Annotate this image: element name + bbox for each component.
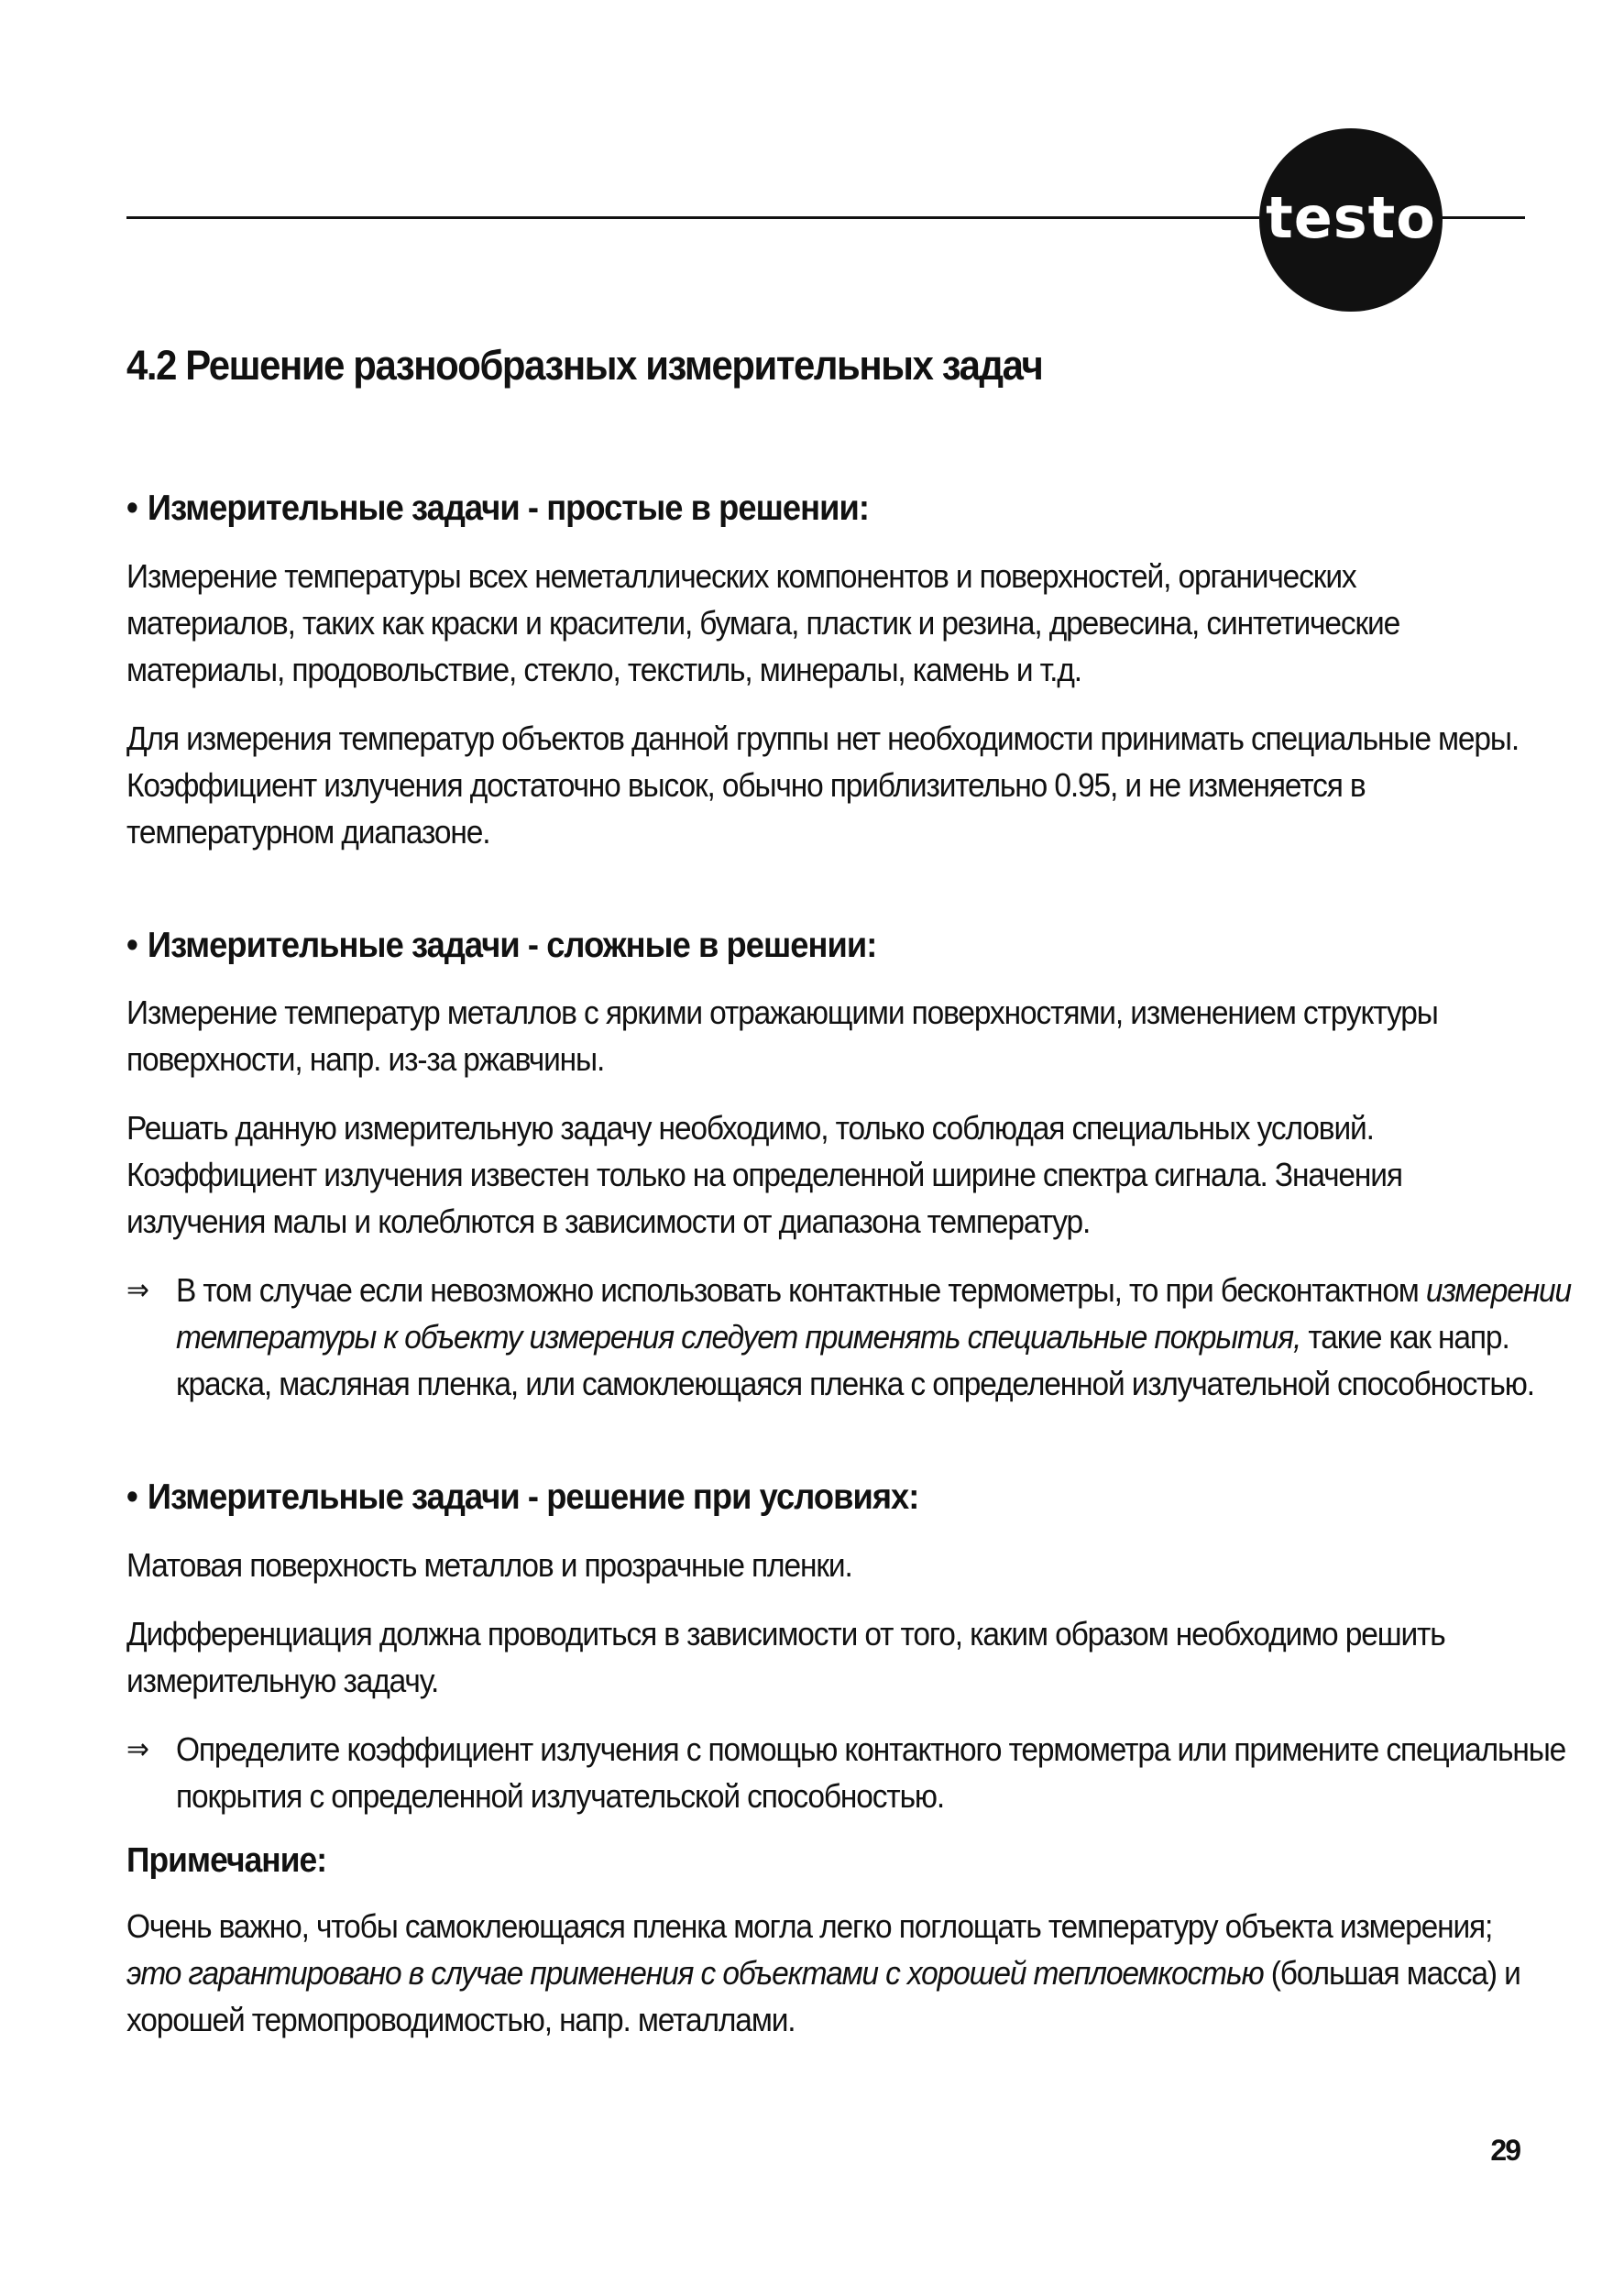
paragraph: Измерение температуры всех неметаллических компонентов и поверхностей, органических материалов, таких как краски и красители, бумага, пластик и резина, древесина, синтетические материалы, продовольствие, стекло, текстиль, минералы, камень и т.д.: [126, 556, 1400, 688]
testo-logo: [1259, 128, 1443, 312]
note-text-part: Очень важно, чтобы самоклеющаяся пленка могла легко поглощать температуру объекта измерения;: [126, 1907, 1493, 1946]
logo-text: testo: [1266, 183, 1436, 251]
page-number: 29: [1490, 2134, 1520, 2167]
note-block: [126, 1841, 1520, 2043]
section-heading-text: Измерительные задачи - сложные в решении:: [147, 925, 877, 965]
page-content: [126, 341, 1572, 2065]
page-title: 4.2 Решение разнообразных измерительных задач: [126, 342, 1043, 389]
paragraph: Решать данную измерительную задачу необходимо, только соблюдая специальных условий. Коэффициент излучения известен только на определенной ширине спектра сигнала. Значения излучения малы и колеблются в зависимости от диапазона температур.: [126, 1109, 1402, 1241]
arrow-note-text: В том случае если невозможно использовать контактные термометры, то при бесконтактном: [175, 1271, 1419, 1310]
section-heading-text: Измерительные задачи - простые в решении:: [147, 489, 870, 528]
bullet-icon: •: [126, 489, 137, 528]
section-conditional: [126, 1475, 1566, 1819]
bullet-icon: •: [126, 1477, 137, 1518]
note-text: [126, 1903, 1526, 2043]
paragraph: Матовая поверхность металлов и прозрачные пленки.: [126, 1546, 852, 1585]
section-difficult: [126, 923, 1572, 1408]
header-rule-right: [1441, 216, 1525, 219]
note-text-italic: это гарантировано в случае применения с объектами с хорошей теплоемкостью: [126, 1954, 1264, 1993]
section-heading: [126, 486, 1422, 533]
paragraph: Измерение температур металлов с яркими отражающими поверхностями, изменением структуры поверхности, напр. из-за ржавчины.: [126, 994, 1438, 1079]
arrow-icon: ⇒: [126, 1731, 148, 1767]
arrow-note-text-italic: измерении температуры к объекту измерения следует применять специальные покрытия,: [175, 1271, 1572, 1356]
arrow-note-text: такие как напр. краска, масляная пленка, или самоклеющаяся пленка с определенной излучательной способностью.: [175, 1318, 1534, 1403]
note-text-part: (большая масса) и хорошей термопроводимостью, напр. металлами.: [126, 1954, 1520, 2039]
arrow-note: [126, 1267, 1575, 1407]
arrow-note: [126, 1726, 1575, 1819]
arrow-note-text: Определите коэффициент излучения с помощью контактного термометра или примените специальные покрытия с определенной излучательской способностью.: [175, 1730, 1566, 1816]
section-heading: [126, 1475, 1422, 1521]
bullet-icon: •: [126, 925, 137, 965]
section-heading: [126, 923, 1422, 970]
header-rule-left: [126, 216, 1259, 219]
paragraph: Для измерения температур объектов данной группы нет необходимости принимать специальные меры. Коэффициент излучения достаточно высок, обычно приблизительно 0.95, и не изменяется в температурном диапазоне.: [126, 719, 1520, 851]
note-heading: Примечание:: [126, 1841, 327, 1881]
section-heading-text: Измерительные задачи - решение при условиях:: [147, 1477, 919, 1518]
paragraph: Дифференциация должна проводиться в зависимости от того, каким образом необходимо решить измерительную задачу.: [126, 1615, 1445, 1700]
arrow-icon: ⇒: [126, 1272, 148, 1308]
section-simple: [126, 486, 1520, 855]
